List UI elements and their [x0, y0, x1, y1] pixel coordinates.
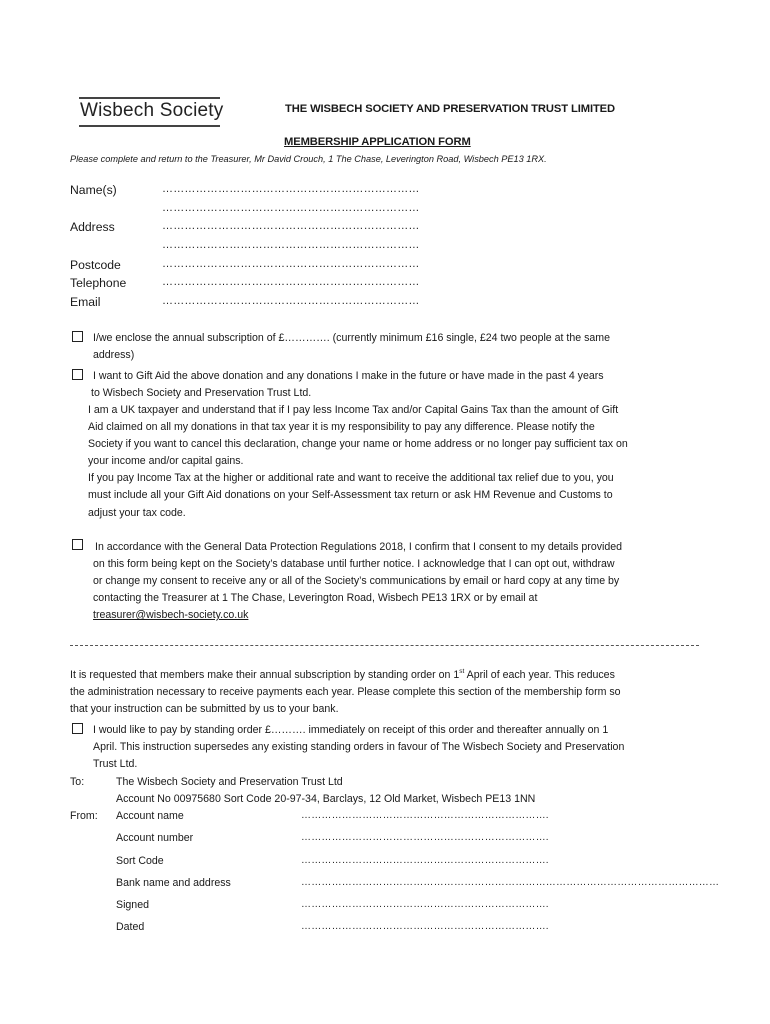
treasurer-email-link[interactable]: treasurer@wisbech-society.co.uk [93, 609, 249, 621]
gift-aid-line-5: Society if you want to cancel this declaration, change your name or home address or no longer pay sufficient tax on [88, 438, 628, 450]
payee-account-details: Account No 00975680 Sort Code 20-97-34, Barclays, 12 Old Market, Wisbech PE13 1NN [116, 793, 536, 805]
gift-aid-line-3: I am a UK taxpayer and understand that if I pay less Income Tax and/or Capital Gains Tax than the amount of Gift [88, 404, 619, 416]
gift-aid-line-2: to Wisbech Society and Preservation Trust Ltd. [91, 387, 312, 399]
account-number-field[interactable]: ………………………………………………………………. [301, 832, 549, 843]
logo-text: Wisbech Society [80, 100, 224, 121]
instructions: Please complete and return to the Treasurer, Mr David Crouch, 1 The Chase, Leverington Road, Wisbech PE13 1RX. [70, 154, 547, 164]
telephone-field[interactable]: …………………………………………………………… [162, 276, 420, 288]
gdpr-line-4: contacting the Treasurer at 1 The Chase, Leverington Road, Wisbech PE13 1RX or by email at [93, 592, 538, 604]
standing-order-line-1: I would like to pay by standing order £………. immediately on receipt of this order and thereafter annually on 1 [93, 724, 609, 736]
signed-field[interactable]: ………………………………………………………………. [301, 899, 549, 910]
address-label: Address [70, 220, 115, 234]
gift-aid-line-6: your income and/or capital gains. [88, 455, 244, 467]
postcode-field[interactable]: …………………………………………………………… [162, 258, 420, 270]
account-name-label: Account name [116, 810, 184, 822]
email-field[interactable]: …………………………………………………………… [162, 295, 420, 307]
gift-aid-line-9: adjust your tax code. [88, 507, 186, 519]
subscription-text-2: address) [93, 349, 135, 361]
subscription-checkbox[interactable] [72, 331, 83, 342]
from-label: From: [70, 810, 98, 822]
gift-aid-line-8: must include all your Gift Aid donations on your Self-Assessment tax return or ask HM Revenue and Customs to [88, 489, 613, 501]
logo-top-rule [79, 97, 220, 99]
standing-order-intro-3: that your instruction can be submitted by us to your bank. [70, 703, 339, 715]
gift-aid-line-7: If you pay Income Tax at the higher or additional rate and want to receive the additional tax relief due to you, you [88, 472, 614, 484]
gdpr-checkbox[interactable] [72, 539, 83, 550]
standing-order-line-3: Trust Ltd. [93, 758, 138, 770]
bank-name-label: Bank name and address [116, 877, 231, 889]
standing-order-checkbox[interactable] [72, 723, 83, 734]
standing-order-line-2: April. This instruction supersedes any existing standing orders in favour of The Wisbech Society and Preservation [93, 741, 625, 753]
to-label: To: [70, 776, 85, 788]
signed-label: Signed [116, 899, 149, 911]
standing-order-intro-2: the administration necessary to receive payments each year. Please complete this section of the membership form so [70, 686, 621, 698]
names-field-2[interactable]: …………………………………………………………… [162, 202, 420, 214]
names-field-1[interactable]: …………………………………………………………… [162, 183, 420, 195]
dated-label: Dated [116, 921, 145, 933]
address-field-2[interactable]: …………………………………………………………… [162, 239, 420, 251]
names-label: Name(s) [70, 183, 117, 197]
section-separator [70, 645, 699, 646]
logo-bottom-rule [79, 125, 220, 127]
sort-code-field[interactable]: ………………………………………………………………. [301, 855, 549, 866]
account-number-label: Account number [116, 832, 194, 844]
org-title: THE WISBECH SOCIETY AND PRESERVATION TRUST LIMITED [285, 103, 616, 115]
payee-name: The Wisbech Society and Preservation Trust Ltd [116, 776, 343, 788]
subscription-text-1: I/we enclose the annual subscription of £…………. (currently minimum £16 single, £24 two people at the same [93, 332, 610, 344]
email-label: Email [70, 295, 101, 309]
gdpr-line-2: on this form being kept on the Society’s database until further notice. I acknowledge that I can opt out, withdraw [93, 558, 615, 570]
gift-aid-line-1: I want to Gift Aid the above donation and any donations I make in the future or have made in the past 4 years [93, 370, 604, 382]
form-title: MEMBERSHIP APPLICATION FORM [284, 136, 471, 148]
account-name-field[interactable]: ………………………………………………………………. [301, 810, 549, 821]
dated-field[interactable]: ………………………………………………………………. [301, 921, 549, 932]
gift-aid-checkbox[interactable] [72, 369, 83, 380]
telephone-label: Telephone [70, 276, 127, 290]
address-field-1[interactable]: …………………………………………………………… [162, 220, 420, 232]
bank-name-field[interactable]: …………………………………………………………………………………………………………… [301, 877, 720, 888]
postcode-label: Postcode [70, 258, 121, 272]
gdpr-line-3: or change my consent to receive any or all of the Society’s communications by email or hard copy at any time by [93, 575, 620, 587]
standing-order-intro-1: It is requested that members make their annual subscription by standing order on 1st April of each year. This reduces [70, 668, 615, 681]
gdpr-line-1: In accordance with the General Data Protection Regulations 2018, I confirm that I consent to my details provided [95, 541, 623, 553]
gift-aid-line-4: Aid claimed on all my donations in that tax year it is my responsibility to pay any difference. Please notify the [88, 421, 595, 433]
sort-code-label: Sort Code [116, 855, 164, 867]
